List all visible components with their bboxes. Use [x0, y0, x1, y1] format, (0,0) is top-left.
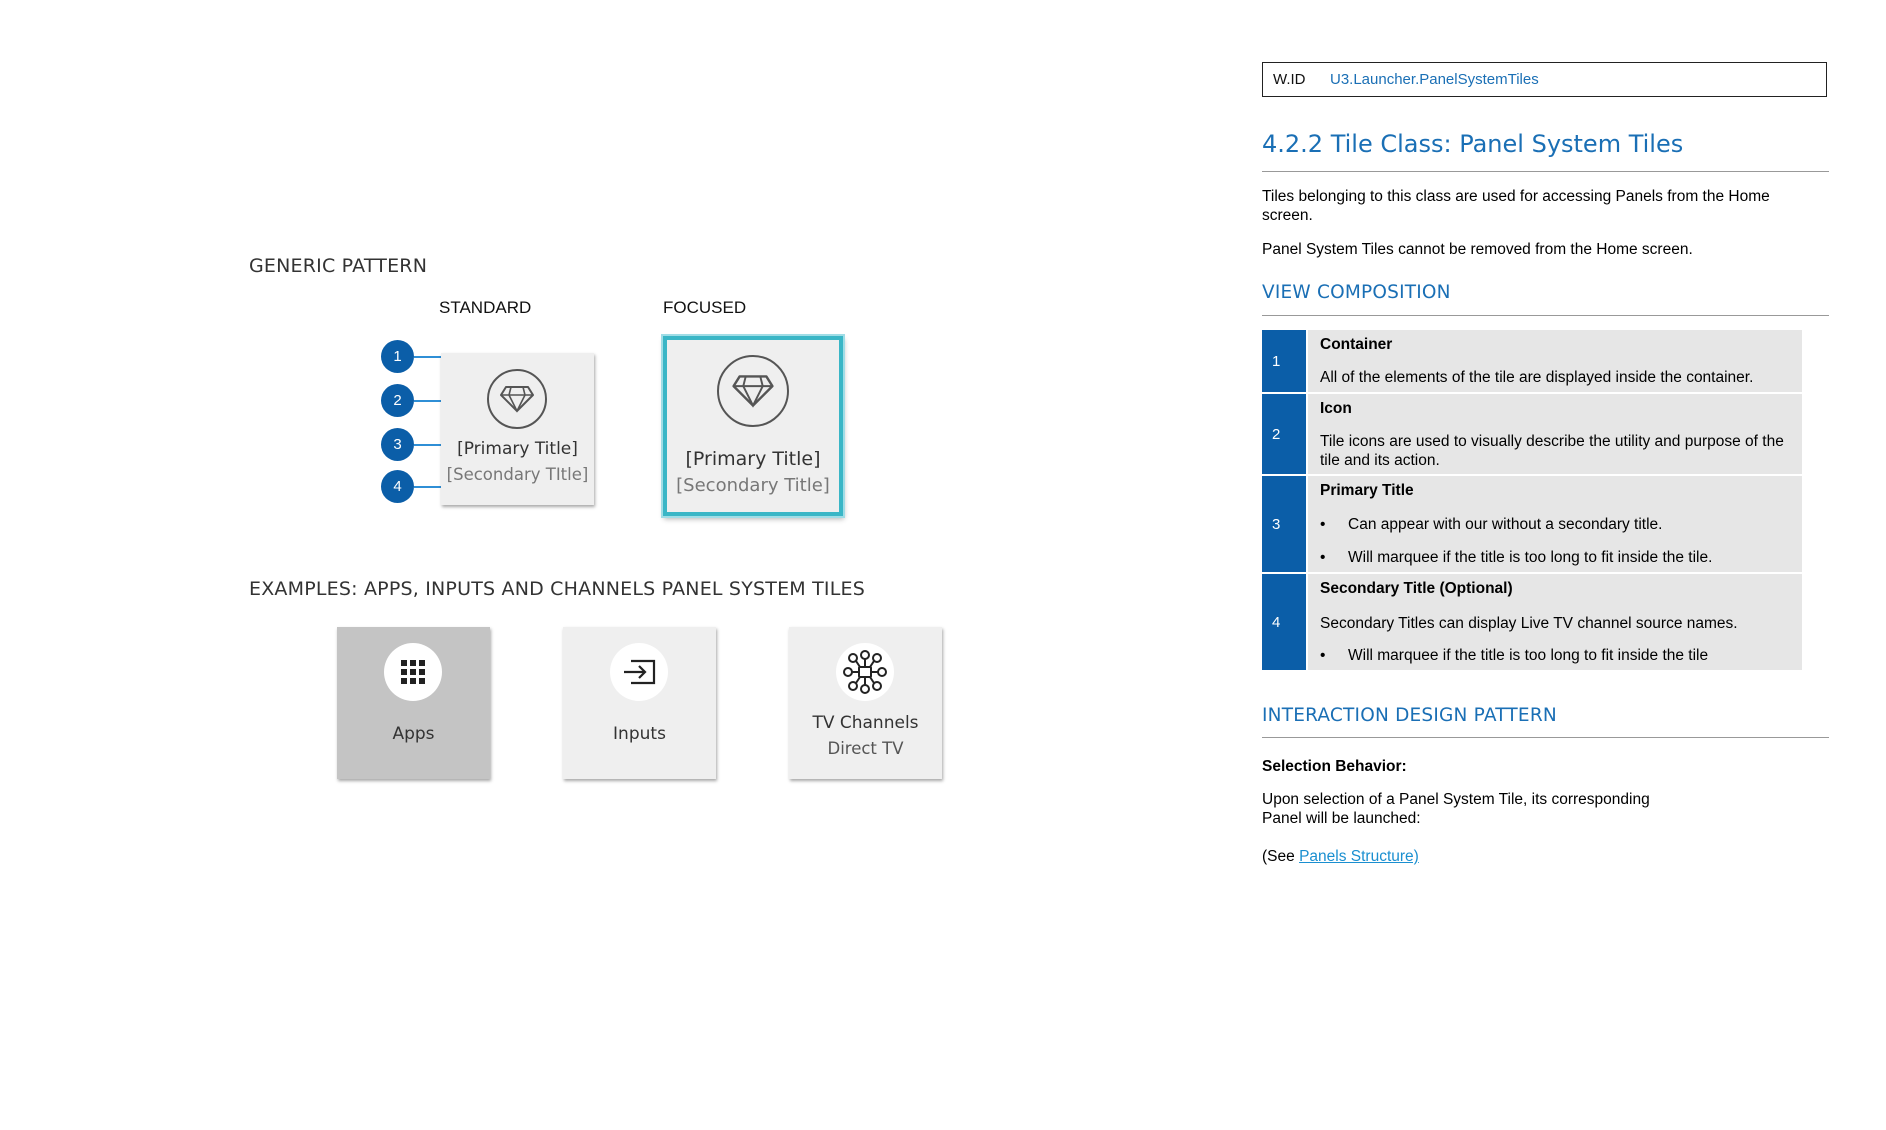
- composition-title: Primary Title: [1320, 482, 1414, 499]
- callout-3: 3: [381, 428, 414, 461]
- tv-channels-label: TV Channels: [812, 713, 919, 733]
- composition-text: Tile icons are used to visually describe the utility and purpose of the tile and its action.: [1320, 433, 1784, 469]
- wid-box: [1262, 62, 1827, 97]
- selection-text-1: Upon selection of a Panel System Tile, its corresponding: [1262, 791, 1650, 808]
- composition-row-1: [1262, 330, 1802, 392]
- focused-label: FOCUSED: [663, 298, 747, 317]
- composition-title: Icon: [1320, 400, 1352, 417]
- view-composition-rule: [1262, 315, 1829, 316]
- diamond-icon: [717, 355, 789, 427]
- tv-channels-tile[interactable]: [789, 627, 942, 779]
- standard-tile: [441, 353, 594, 505]
- input-source-icon: [610, 643, 668, 701]
- callout-1: 1: [381, 340, 414, 373]
- composition-row-2: [1262, 394, 1802, 474]
- intro-text-2: Panel System Tiles cannot be removed from the Home screen.: [1262, 241, 1693, 258]
- composition-text: All of the elements of the tile are displayed inside the container.: [1320, 369, 1754, 386]
- standard-label: STANDARD: [439, 298, 532, 317]
- composition-num: 1: [1262, 330, 1306, 392]
- composition-bullet: • Will marquee if the title is too long to fit inside the tile.: [1320, 549, 1713, 566]
- callout-2: 2: [381, 384, 414, 417]
- tv-channels-network-icon: [836, 643, 894, 701]
- inputs-tile[interactable]: [563, 627, 716, 779]
- composition-bullet: • Can appear with our without a secondary title.: [1320, 516, 1663, 533]
- selection-behavior-label: Selection Behavior:: [1262, 758, 1407, 775]
- page-title: 4.2.2 Tile Class: Panel System Tiles: [1262, 130, 1684, 158]
- see-reference: (See Panels Structure): [1262, 848, 1419, 865]
- composition-num: 2: [1262, 394, 1306, 474]
- wid-key: W.ID: [1273, 71, 1306, 88]
- composition-text: Secondary Titles can display Live TV channel source names.: [1320, 615, 1738, 632]
- intro-text-1: Tiles belonging to this class are used for accessing Panels from the Home screen.: [1262, 188, 1770, 224]
- standard-secondary-title: [Secondary TItle]: [446, 465, 589, 484]
- view-composition-heading: VIEW COMPOSITION: [1262, 282, 1451, 303]
- examples-label: EXAMPLES: APPS, INPUTS AND CHANNELS PANEL SYSTEM TILES: [249, 578, 865, 600]
- wid-value: U3.Launcher.PanelSystemTiles: [1330, 71, 1539, 88]
- diamond-icon: [487, 369, 547, 429]
- apps-label: Apps: [392, 724, 435, 744]
- title-rule: [1262, 171, 1829, 172]
- composition-title: Secondary Title (Optional): [1320, 580, 1513, 597]
- focused-secondary-title: [Secondary Title]: [676, 475, 830, 496]
- apps-grid-icon: [384, 643, 442, 701]
- focused-tile: [663, 336, 843, 516]
- panels-structure-link[interactable]: Panels Structure): [1299, 848, 1419, 865]
- inputs-label: Inputs: [613, 724, 666, 744]
- interaction-rule: [1262, 737, 1829, 738]
- generic-pattern-label: GENERIC PATTERN: [249, 255, 428, 277]
- composition-title: Container: [1320, 336, 1393, 353]
- composition-row-3: [1262, 476, 1802, 572]
- composition-num: 3: [1262, 476, 1306, 572]
- focused-primary-title: [Primary Title]: [685, 448, 821, 470]
- interaction-heading: INTERACTION DESIGN PATTERN: [1262, 705, 1557, 726]
- selection-text-2: Panel will be launched:: [1262, 810, 1421, 827]
- apps-tile[interactable]: [337, 627, 490, 779]
- callout-4: 4: [381, 470, 414, 503]
- composition-row-4: [1262, 574, 1802, 670]
- standard-primary-title: [Primary Title]: [457, 439, 578, 459]
- tv-channels-sublabel: Direct TV: [827, 739, 904, 758]
- composition-num: 4: [1262, 574, 1306, 670]
- composition-bullet: • Will marquee if the title is too long to fit inside the tile: [1320, 647, 1709, 664]
